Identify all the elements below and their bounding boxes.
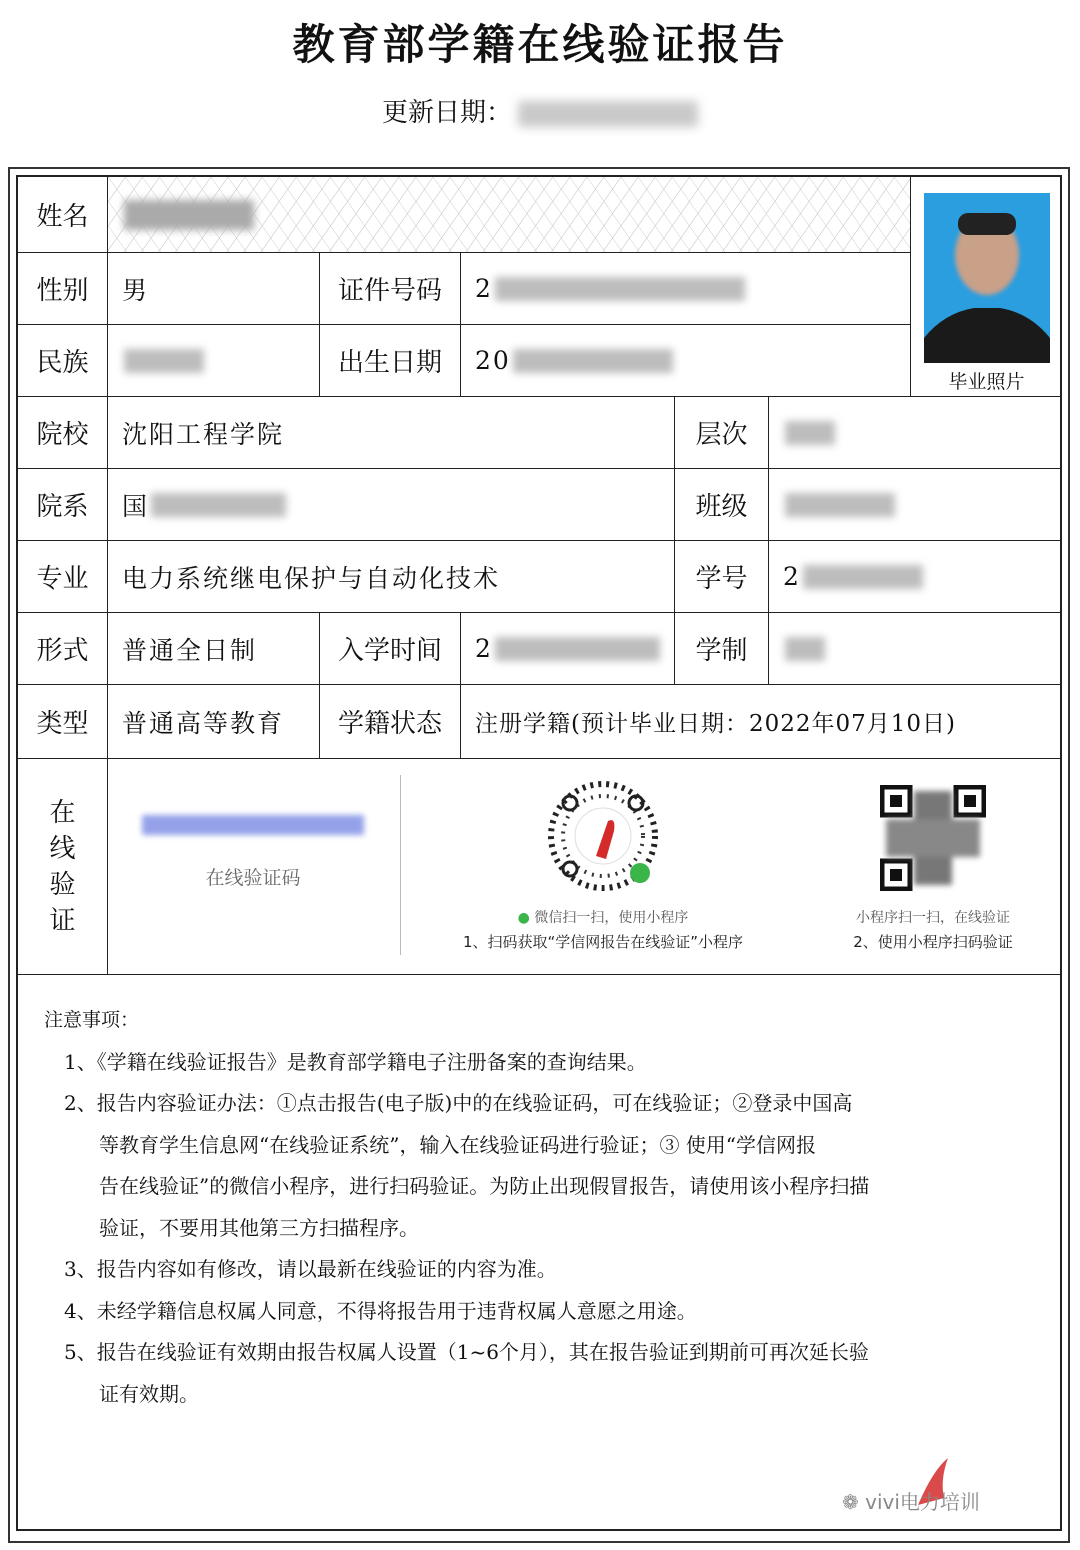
person-silhouette-icon (924, 193, 1050, 363)
label-verify-char: 证 (49, 905, 76, 936)
mini-caption: 2、使用小程序扫码验证 (853, 933, 1013, 951)
label-gender: 性别 (18, 253, 108, 325)
mini-program-code-icon[interactable] (548, 781, 658, 891)
label-birth: 出生日期 (320, 325, 461, 397)
label-level: 层次 (675, 397, 769, 469)
label-department: 院系 (18, 469, 108, 541)
label-class: 班级 (675, 469, 769, 541)
department-value (108, 469, 675, 541)
note-line: 4、未经学籍信息权属人同意，不得将报告用于违背权属人意愿之用途。 (64, 1298, 697, 1323)
note-line: 1、《学籍在线验证报告》是教育部学籍电子注册备案的查询结果。 (64, 1049, 647, 1074)
note-line: 验证，不要用其他第三方扫描程序。 (99, 1215, 419, 1240)
notes-section (44, 1000, 1024, 1415)
graduation-photo (924, 193, 1050, 363)
label-form: 形式 (18, 613, 108, 685)
student-no-prefix: 2 (783, 562, 801, 591)
watermark-text: ❁ vivi电力培训 (842, 1490, 980, 1514)
form-value: 普通全日制 (108, 613, 320, 685)
gender-value: 男 (108, 253, 320, 325)
enroll-prefix: 2 (475, 634, 493, 663)
verify-area (108, 759, 1062, 975)
wechat-mini-icon: ● (517, 910, 530, 926)
major-value: 电力系统继电保护与自动化技术 (108, 541, 675, 613)
note-line: 5、报告在线验证有效期由报告权属人设置（1~6个月），其在报告验证到期前可再次延长验 (64, 1340, 869, 1364)
label-duration: 学制 (675, 613, 769, 685)
redacted-name (124, 200, 254, 230)
redacted-ethnicity (124, 349, 204, 373)
student-no-value (769, 541, 1062, 613)
redacted-level (785, 421, 835, 445)
note-line: 3、报告内容如有修改，请以最新在线验证的内容为准。 (64, 1257, 557, 1281)
label-major: 专业 (18, 541, 108, 613)
report-title: 教育部学籍在线验证报告 (292, 20, 788, 69)
school-value: 沈阳工程学院 (108, 397, 675, 469)
notes-heading: 注意事项： (44, 1009, 140, 1031)
wechat-scan-hint: ● 微信扫一扫，使用小程序 (517, 910, 689, 926)
redacted-id (495, 277, 745, 301)
redacted-class (785, 493, 895, 517)
qr-code-icon[interactable] (880, 785, 986, 891)
redacted-birth (513, 349, 673, 373)
label-status: 学籍状态 (320, 685, 461, 759)
duration-value (769, 613, 1062, 685)
label-student-no: 学号 (675, 541, 769, 613)
online-verify-code-link[interactable] (142, 815, 364, 835)
label-name: 姓名 (18, 177, 108, 253)
label-type: 类型 (18, 685, 108, 759)
verify-divider (400, 775, 401, 955)
redacted-duration (785, 637, 825, 661)
redacted-enroll (495, 637, 660, 661)
birth-value (461, 325, 911, 397)
scan-caption: 1、扫码获取“学信网报告在线验证”小程序 (462, 933, 744, 951)
mini-scan-hint: 小程序扫一扫，在线验证 (856, 910, 1010, 926)
update-date-label: 更新日期： (381, 98, 512, 128)
label-verify-char: 在 (49, 797, 76, 828)
label-verify (18, 759, 108, 975)
label-ethnicity: 民族 (18, 325, 108, 397)
watermark (838, 1450, 1058, 1520)
photo-cell (911, 177, 1062, 397)
level-value (769, 397, 1062, 469)
redacted-student-no (803, 565, 923, 589)
name-value (108, 177, 911, 253)
type-value: 普通高等教育 (108, 685, 320, 759)
note-line: 告在线验证”的微信小程序，进行扫码验证。为防止出现假冒报告，请使用该小程序扫描 (99, 1174, 870, 1198)
label-verify-char: 验 (49, 869, 76, 900)
ethnicity-value (108, 325, 320, 397)
note-line: 证有效期。 (99, 1381, 199, 1406)
note-line: 2、报告内容验证办法：①点击报告(电子版)中的在线验证码，可在线验证；②登录中国高 (64, 1091, 853, 1115)
id-no-value (461, 253, 911, 325)
redacted-department (151, 493, 286, 517)
verify-code-label: 在线验证码 (205, 867, 301, 889)
id-no-prefix: 2 (475, 274, 493, 303)
birth-prefix: 20 (475, 346, 511, 375)
label-enroll-time: 入学时间 (320, 613, 461, 685)
label-verify-char: 线 (49, 833, 76, 864)
redacted-date (518, 101, 698, 127)
note-line: 等教育学生信息网“在线验证系统”，输入在线验证码进行验证；③ 使用“学信网报 (99, 1132, 817, 1157)
label-school: 院校 (18, 397, 108, 469)
photo-label: 毕业照片 (948, 371, 1025, 393)
enroll-time-value (461, 613, 675, 685)
label-id-no: 证件号码 (320, 253, 461, 325)
class-value (769, 469, 1062, 541)
update-date (0, 92, 1080, 129)
wechat-icon: ❁ (842, 1490, 859, 1514)
department-prefix: 国 (122, 491, 150, 521)
status-value: 注册学籍(预计毕业日期：2022年07月10日) (461, 685, 1062, 759)
